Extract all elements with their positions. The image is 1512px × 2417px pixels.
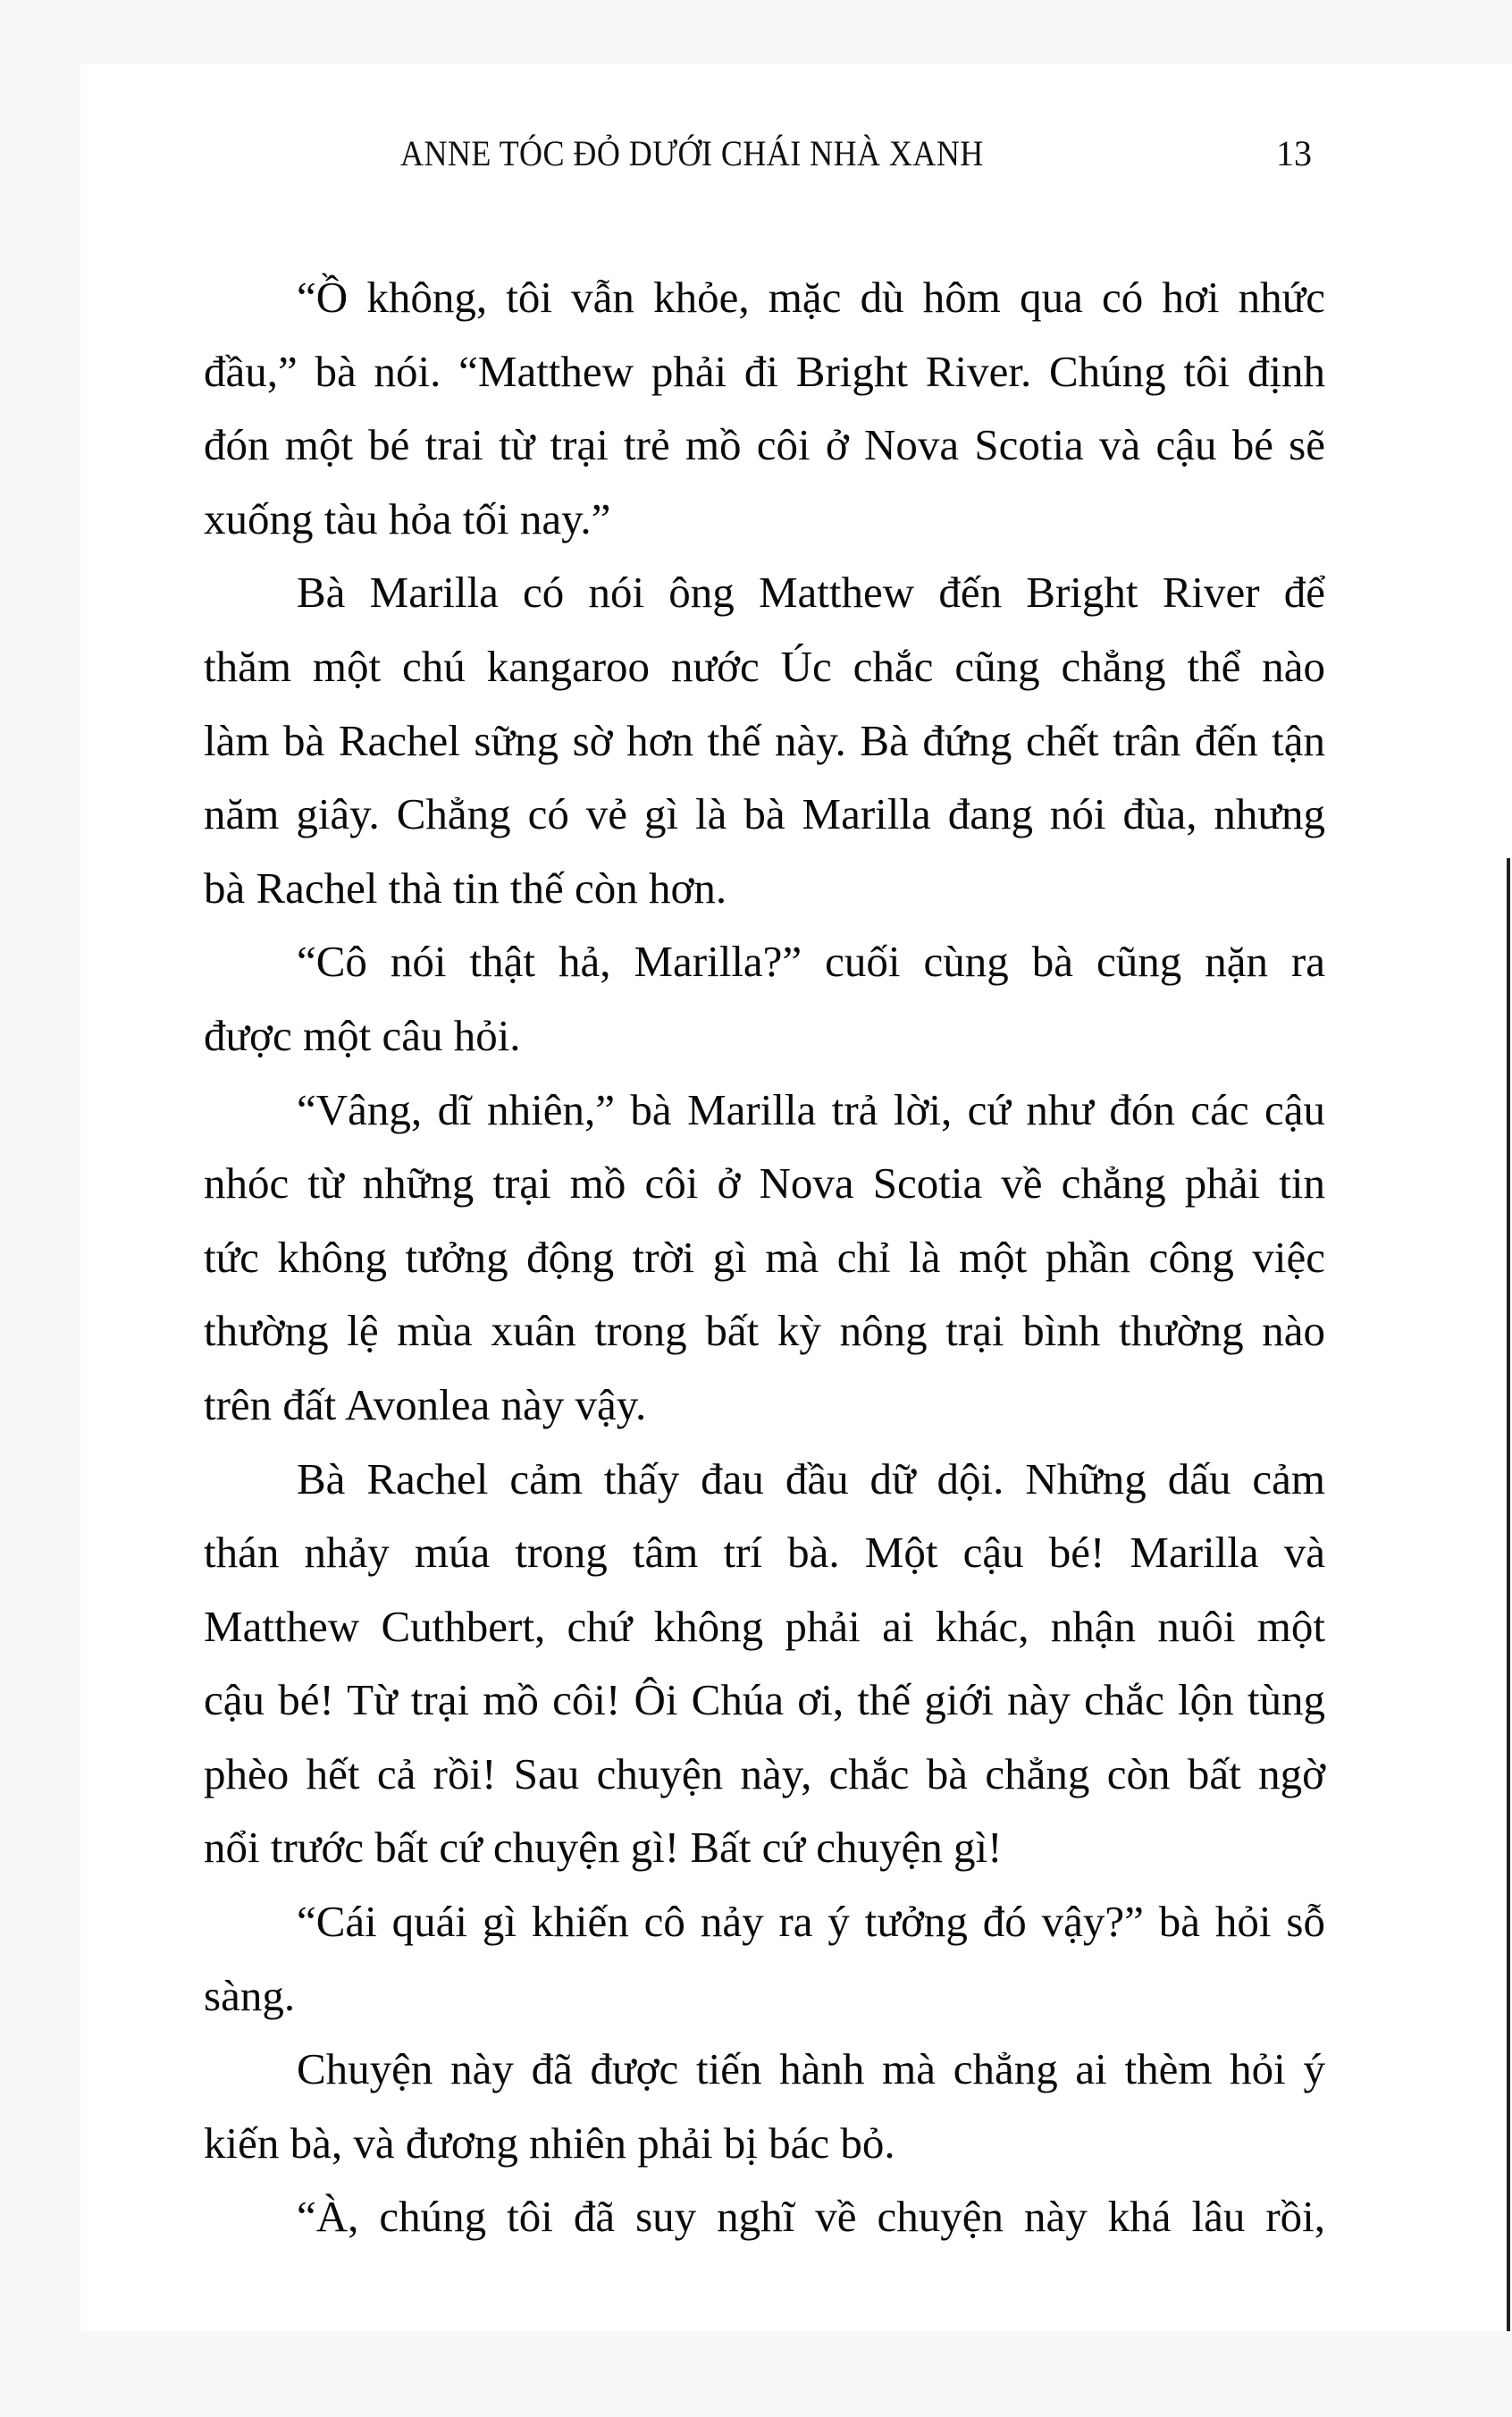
text-line: trên đất Avonlea này vậy. [204, 1379, 647, 1429]
text-line: được một câu hỏi. [204, 1010, 521, 1060]
text-line: Chuyện này đã được tiến hành mà chẳng ai thèm hỏi ý [297, 2044, 1325, 2094]
text-line: “Cái quái gì khiến cô nảy ra ý tưởng đó vậy?” bà hỏi sỗ [297, 1897, 1325, 1947]
text-line: Matthew Cuthbert, chứ không phải ai khác, nhận nuôi một [204, 1601, 1325, 1651]
text-line: đầu,” bà nói. “Matthew phải đi Bright River. Chúng tôi định [204, 346, 1325, 396]
text-line: Bà Marilla có nói ông Matthew đến Bright River để [297, 568, 1325, 618]
text-line: nhóc từ những trại mồ côi ở Nova Scotia về chẳng phải tin [204, 1158, 1325, 1208]
text-line: “Ồ không, tôi vẫn khỏe, mặc dù hôm qua có hơi nhức [297, 273, 1325, 322]
text-line: năm giây. Chẳng có vẻ gì là bà Marilla đang nói đùa, nhưng [204, 789, 1325, 839]
text-line: Bà Rachel cảm thấy đau đầu dữ dội. Những dấu cảm [297, 1453, 1325, 1503]
text-line: đón một bé trai từ trại trẻ mồ côi ở Nova Scotia và cậu bé sẽ [204, 420, 1325, 470]
page-number: 13 [1276, 133, 1312, 173]
text-line: làm bà Rachel sững sờ hơn thế này. Bà đứng chết trân đến tận [204, 715, 1325, 765]
text-line: thường lệ mùa xuân trong bất kỳ nông trại bình thường nào [204, 1306, 1325, 1356]
text-line: kiến bà, và đương nhiên phải bị bác bỏ. [204, 2118, 895, 2168]
text-line: thán nhảy múa trong tâm trí bà. Một cậu bé! Marilla và [204, 1528, 1325, 1578]
body-text [204, 261, 1325, 2254]
text-line: “Cô nói thật hả, Marilla?” cuối cùng bà cũng nặn ra [297, 937, 1325, 987]
text-line: tức không tưởng động trời gì mà chỉ là một phần công việc [204, 1232, 1325, 1282]
text-line: phèo hết cả rồi! Sau chuyện này, chắc bà chẳng còn bất ngờ [204, 1748, 1325, 1798]
text-line: bà Rachel thà tin thế còn hơn. [204, 863, 727, 913]
text-line: thăm một chú kangaroo nước Úc chắc cũng chẳng thể nào [204, 641, 1325, 691]
page-edge-shadow [1507, 858, 1510, 2331]
text-line: cậu bé! Từ trại mồ côi! Ôi Chúa ơi, thế giới này chắc lộn tùng [204, 1675, 1325, 1725]
running-header-title: ANNE TÓC ĐỎ DƯỚI CHÁI NHÀ XANH [400, 133, 984, 173]
text-line: “À, chúng tôi đã suy nghĩ về chuyện này khá lâu rồi, [297, 2192, 1325, 2242]
text-line: xuống tàu hỏa tối nay.” [204, 493, 611, 543]
text-line: “Vâng, dĩ nhiên,” bà Marilla trả lời, cứ như đón các cậu [297, 1084, 1325, 1134]
text-line: sàng. [204, 1970, 296, 2020]
text-line: nổi trước bất cứ chuyện gì! Bất cứ chuyện gì! [204, 1823, 1003, 1873]
